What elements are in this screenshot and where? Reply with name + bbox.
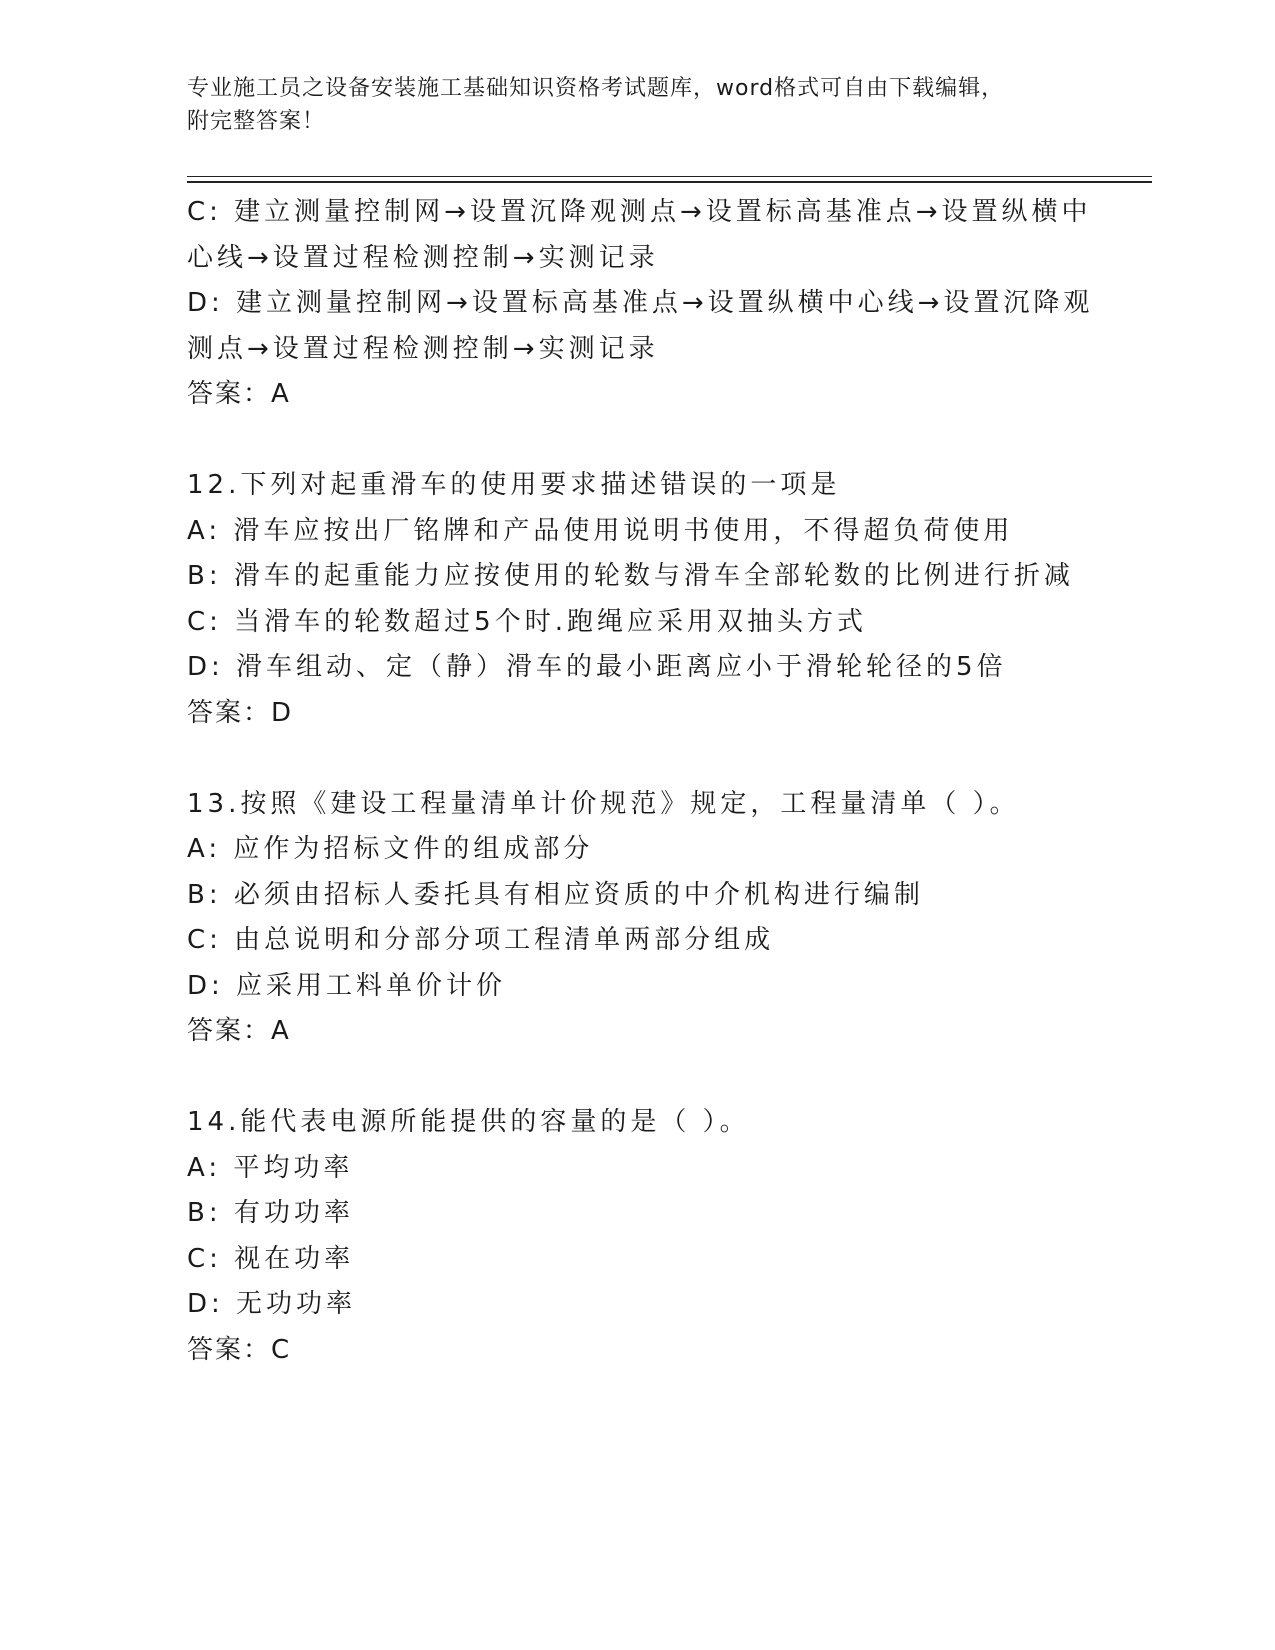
question-12 [187,463,1087,736]
page-header [187,72,1087,138]
option-d: D: 滑车组动、定（静）滑车的最小距离应小于滑轮轮径的5倍 [187,652,1007,682]
option-c: C: 视在功率 [187,1243,355,1274]
option-c-line-1: C: 建立测量控制网→设置沉降观测点→设置标高基准点→设置纵横中 [187,197,1092,227]
answer: 答案：A [187,379,291,409]
answer: 答案：D [187,697,294,728]
answer: 答案：C [187,1334,292,1365]
option-a: A: 平均功率 [187,1152,354,1183]
option-c-line-2: 心线→设置过程检测控制→实测记录 [187,242,659,273]
header-title-line-1: 专业施工员之设备安装施工基础知识资格考试题库，word格式可自由下载编辑， [187,76,1005,101]
question-text: 13.按照《建设工程量清单计价规范》规定，工程量清单（ ）。 [187,788,1020,819]
answer: 答案：A [187,1016,291,1046]
option-a: A: 滑车应按出厂铭牌和产品使用说明书使用，不得超负荷使用 [187,515,1014,546]
question-11 [187,190,1094,418]
option-d: D: 无功功率 [187,1289,357,1319]
spacer [187,736,1087,782]
option-b: B: 有功功率 [187,1198,354,1228]
option-b: B: 滑车的起重能力应按使用的轮数与滑车全部轮数的比例进行折减 [187,561,1074,591]
option-d-line-1: D: 建立测量控制网→设置标高基准点→设置纵横中心线→设置沉降观 [187,288,1094,318]
question-14 [187,1100,1087,1373]
question-text: 12.下列对起重滑车的使用要求描述错误的一项是 [187,470,841,500]
option-d: D: 应采用工料单价计价 [187,970,507,1001]
option-c: C: 由总说明和分部分项工程清单两部分组成 [187,925,775,955]
spacer [187,1055,1087,1101]
option-c: C: 当滑车的轮数超过5个时.跑绳应采用双抽头方式 [187,606,867,637]
option-a: A: 应作为招标文件的组成部分 [187,834,594,864]
header-title-line-2: 附完整答案！ [187,109,326,134]
header-divider-thin [187,176,1152,177]
question-text: 14.能代表电源所能提供的容量的是（ ）。 [187,1107,750,1137]
header-divider-thick [187,181,1152,183]
option-d-line-2: 测点→设置过程检测控制→实测记录 [187,333,659,364]
option-b: B: 必须由招标人委托具有相应资质的中介机构进行编制 [187,879,924,910]
question-content [187,190,1094,1373]
question-13 [187,782,1087,1055]
spacer [187,418,1087,464]
